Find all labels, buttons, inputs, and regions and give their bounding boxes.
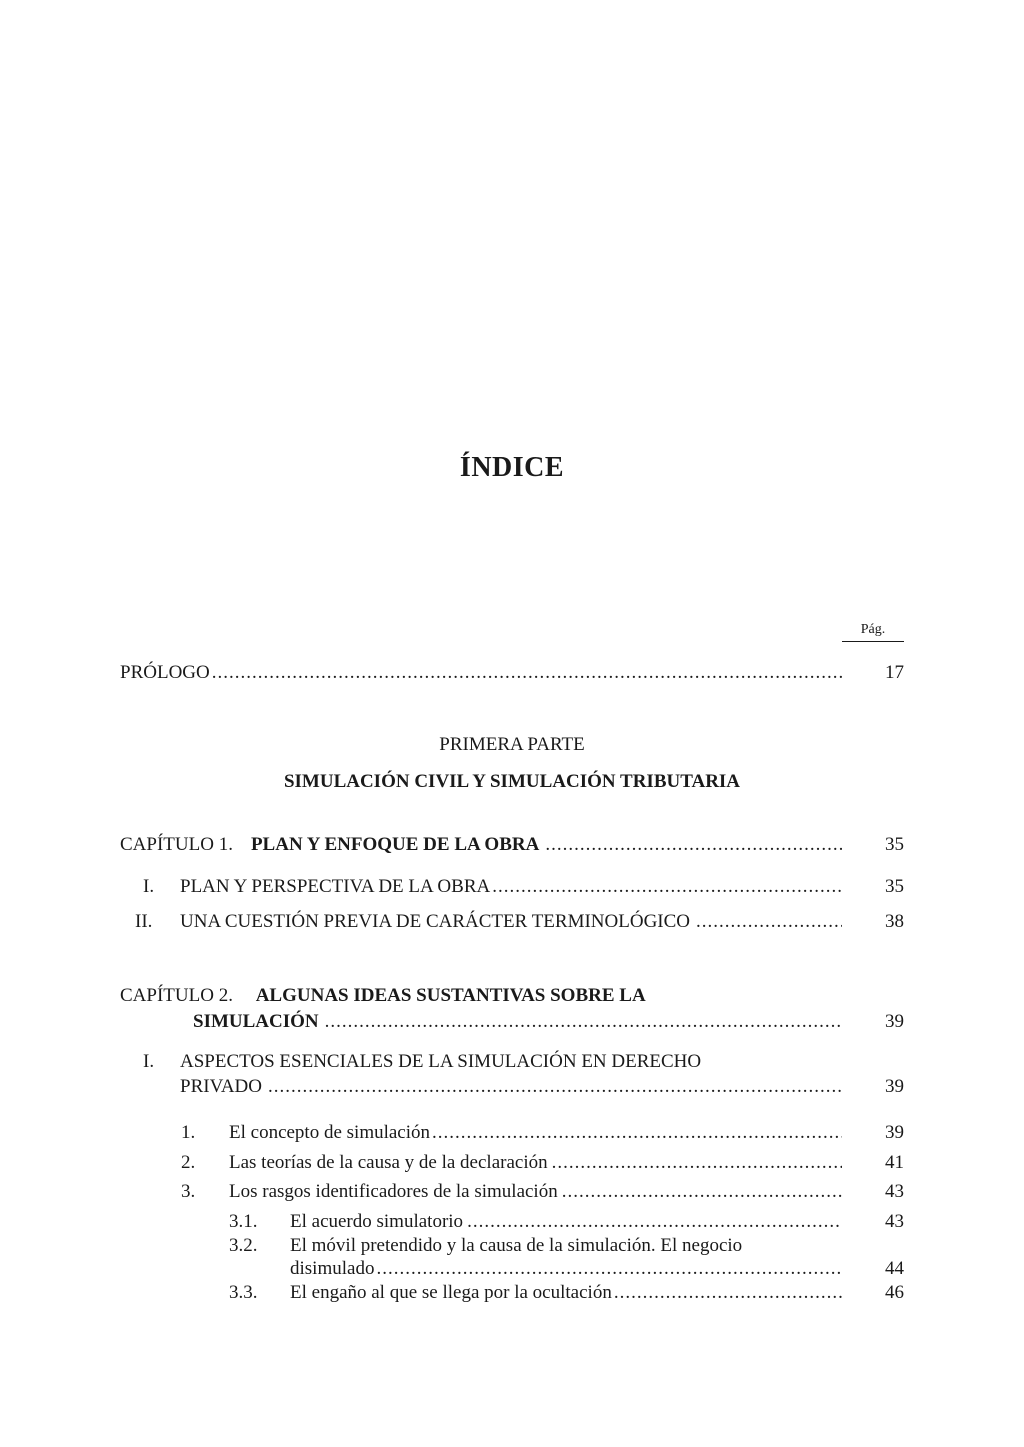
leader-dots [696, 910, 842, 934]
toc-entry-subitem[interactable] [290, 1210, 842, 1234]
subitem-number: 3.1. [229, 1211, 258, 1232]
toc-page-number: 35 [885, 834, 904, 855]
section-label-line-1[interactable]: ASPECTOS ESENCIALES DE LA SIMULACIÓN EN DERECHO [180, 1051, 702, 1072]
toc-entry-subitem[interactable] [290, 1281, 842, 1305]
toc-page-number: 39 [885, 1122, 904, 1143]
leader-dots [492, 875, 842, 899]
section-label: PLAN Y PERSPECTIVA DE LA OBRA [180, 876, 491, 897]
toc-entry-chapter-2-cont[interactable] [193, 1010, 842, 1034]
toc-page-number: 35 [885, 876, 904, 897]
section-number: I. [143, 876, 155, 897]
toc-page-number: 41 [885, 1152, 904, 1173]
subitem-label-line-1[interactable]: El móvil pretendido y la causa de la simulación. El negocio [290, 1235, 743, 1256]
leader-dots [325, 1010, 842, 1034]
item-label: Las teorías de la causa y de la declaración [229, 1152, 548, 1173]
leader-dots [432, 1121, 842, 1145]
item-label: El concepto de simulación [229, 1122, 431, 1143]
leader-dots [614, 1281, 842, 1305]
leader-dots [212, 661, 842, 685]
chapter-prefix: CAPÍTULO 2. [120, 985, 233, 1006]
page-title: ÍNDICE [459, 452, 565, 483]
toc-entry-item[interactable] [229, 1121, 842, 1145]
toc-entry-item[interactable] [229, 1180, 842, 1204]
chapter-prefix: CAPÍTULO 1. [120, 834, 233, 855]
toc-entry-section[interactable] [180, 875, 842, 899]
leader-dots [268, 1075, 842, 1099]
toc-entry-item[interactable] [229, 1151, 842, 1175]
leader-dots [562, 1180, 842, 1204]
part-label: PRIMERA PARTE [439, 734, 585, 755]
item-number: 3. [181, 1181, 196, 1202]
part-subtitle: SIMULACIÓN CIVIL Y SIMULACIÓN TRIBUTARIA [283, 771, 741, 792]
item-number: 1. [181, 1122, 196, 1143]
toc-page-number: 17 [885, 662, 904, 683]
item-number: 2. [181, 1152, 196, 1173]
toc-page-number: 44 [885, 1258, 904, 1279]
section-label-line-2: PRIVADO [180, 1076, 263, 1097]
toc-page-number: 39 [885, 1011, 904, 1032]
section-number: I. [143, 1051, 155, 1072]
subitem-number: 3.3. [229, 1282, 258, 1303]
toc-entry-section[interactable] [180, 1075, 842, 1099]
subitem-label-line-2: disimulado [290, 1258, 375, 1279]
page-column-header: Pág. [842, 622, 904, 642]
chapter-title-line-2: SIMULACIÓN [193, 1011, 319, 1032]
leader-dots [545, 833, 842, 857]
section-number: II. [135, 911, 153, 932]
toc-entry-label: PRÓLOGO [120, 662, 210, 683]
toc-page-number: 38 [885, 911, 904, 932]
toc-page-number: 46 [885, 1282, 904, 1303]
leader-dots [467, 1210, 842, 1234]
toc-entry-chapter-2[interactable] [120, 984, 646, 1008]
toc-entry-section[interactable] [180, 910, 842, 934]
leader-dots [376, 1257, 842, 1281]
toc-page-number: 43 [885, 1181, 904, 1202]
toc-entry-chapter-1[interactable] [120, 833, 842, 857]
chapter-title: PLAN Y ENFOQUE DE LA OBRA [250, 834, 540, 855]
subitem-label: El engaño al que se llega por la ocultación [290, 1282, 612, 1303]
chapter-title-line-1: ALGUNAS IDEAS SUSTANTIVAS SOBRE LA [255, 985, 646, 1006]
subitem-label: El acuerdo simulatorio [290, 1211, 464, 1232]
toc-page-number: 43 [885, 1211, 904, 1232]
toc-entry-prologo[interactable] [120, 661, 842, 685]
leader-dots [552, 1151, 842, 1175]
subitem-number: 3.2. [229, 1235, 258, 1256]
item-label: Los rasgos identificadores de la simulación [229, 1181, 558, 1202]
toc-entry-subitem[interactable] [290, 1257, 842, 1281]
toc-page-number: 39 [885, 1076, 904, 1097]
section-label: UNA CUESTIÓN PREVIA DE CARÁCTER TERMINOLÓGICO [180, 911, 691, 932]
